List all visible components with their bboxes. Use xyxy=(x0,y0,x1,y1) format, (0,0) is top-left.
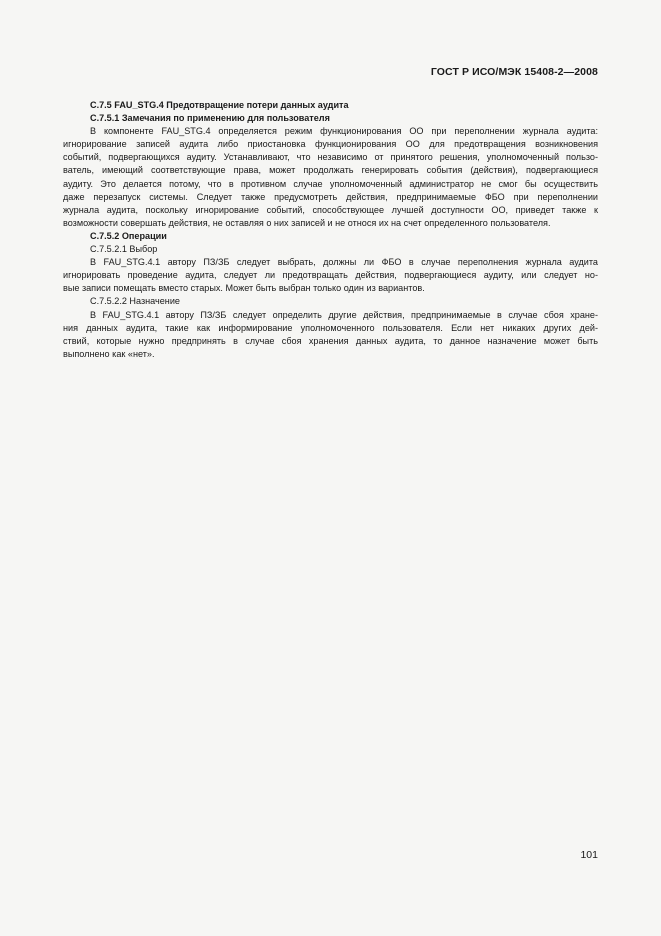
text-line: игнорировать проведение аудита, следует ли предотвращать действия, подвергающиеся аудиту, или следует но- xyxy=(63,270,598,281)
text-line: журнала аудита, поскольку игнорирование событий, способствующее лучшей доступности ОО, приведет также к xyxy=(63,204,598,215)
section-title-c7521: C.7.5.2.1 Выбор xyxy=(90,244,158,255)
text-line: событий, подвергающихся аудиту. Устанавливают, что независимо от принятого решения, уполномоченный пользо- xyxy=(63,152,598,163)
section-title-c75: C.7.5 FAU_STG.4 Предотвращение потери данных аудита xyxy=(90,100,349,110)
document-body xyxy=(63,99,598,361)
paragraph-c751 xyxy=(63,125,598,230)
section-title-c7522: C.7.5.2.2 Назначение xyxy=(90,296,180,307)
text-line: ствий, которые нужно предпринять в случае сбоя хранения данных аудита, то данное назначение может быть xyxy=(63,335,598,346)
paragraph-c7522 xyxy=(63,309,598,361)
paragraph-c7521 xyxy=(63,256,598,295)
text-line: выполнено как «нет». xyxy=(63,348,155,359)
text-line: ния данных аудита, такие как информирование уполномоченного пользователя. Если нет никаких других дей- xyxy=(63,322,598,333)
text-line: ватель, имеющий соответствующие права, может продолжать генерировать события (действия), подвергающиеся xyxy=(63,165,598,176)
text-line: вые записи помещать вместо старых. Может быть выбран только один из вариантов. xyxy=(63,283,425,294)
text-line: даже перезапуск системы. Следует также предусмотреть действия, предпринимаемые ФБО при переполнении xyxy=(63,191,598,202)
section-title-c752: C.7.5.2 Операции xyxy=(90,230,167,241)
text-line: игнорирование записей аудита либо приостановка функционирования ОО для предотвращения возникновения xyxy=(63,139,598,150)
text-line: аудиту. Это делается потому, что в противном случае уполномоченный администратор не смог бы осуществить xyxy=(63,178,598,189)
text-line: возможности совершать действия, не оставляя о них записей и не относя их на счет определенного пользователя. xyxy=(63,217,551,228)
text-line: В FAU_STG.4.1 автору ПЗ/ЗБ следует определить другие действия, предпринимаемые в случае сбоя хране- xyxy=(90,309,598,320)
section-title-c751: C.7.5.1 Замечания по применению для пользователя xyxy=(90,113,330,124)
page-number: 101 xyxy=(580,849,598,861)
text-line: В компоненте FAU_STG.4 определяется режим функционирования ОО при переполнении журнала аудита: xyxy=(90,126,598,137)
standard-header: ГОСТ Р ИСО/МЭК 15408-2—2008 xyxy=(430,66,598,78)
text-line: В FAU_STG.4.1 автору ПЗ/ЗБ следует выбрать, должны ли ФБО в случае переполнения журнала аудита xyxy=(90,257,598,268)
